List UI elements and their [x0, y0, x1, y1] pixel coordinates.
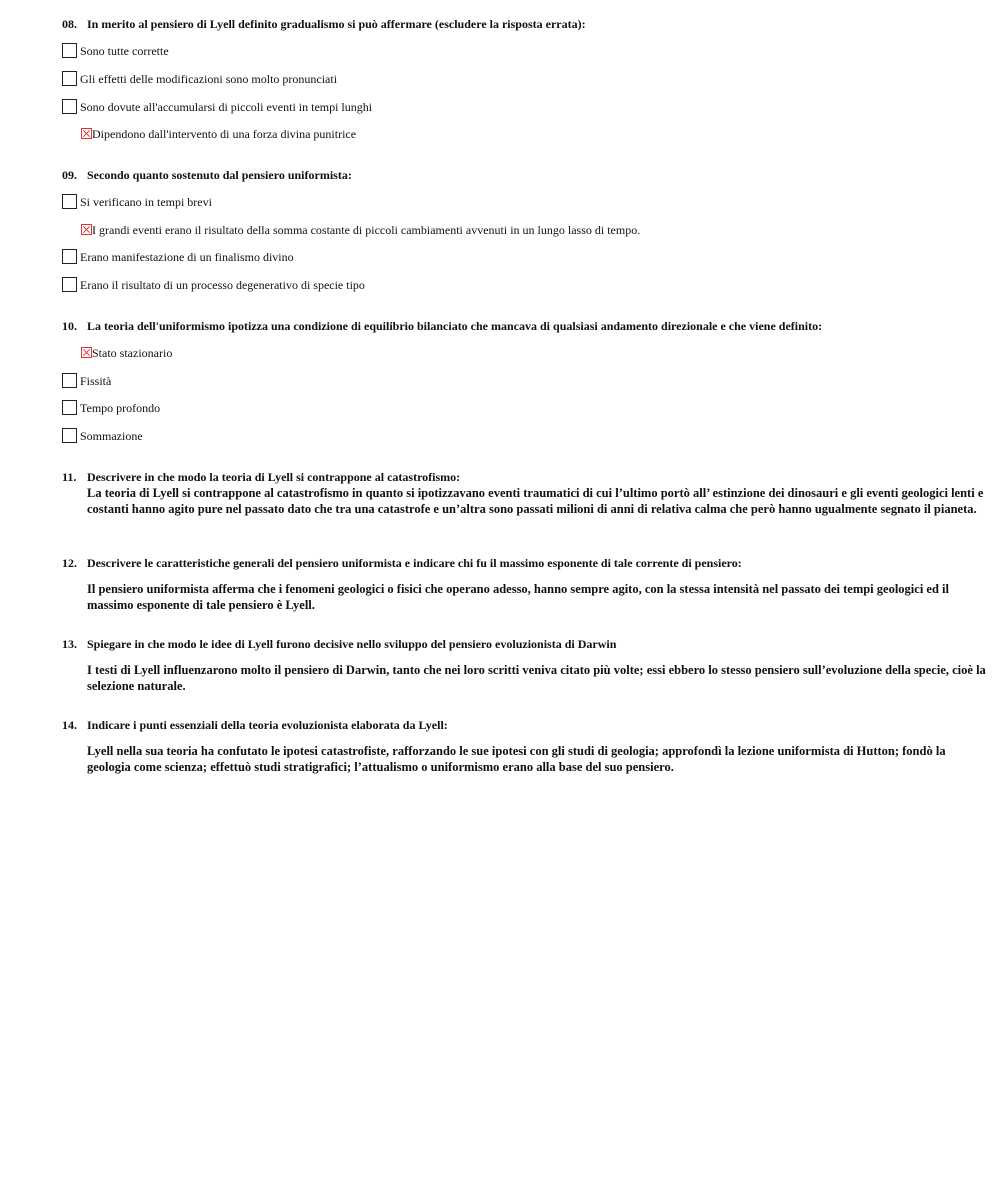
option-label: Erano manifestazione di un finalismo divino: [80, 250, 294, 264]
checkbox[interactable]: [62, 249, 77, 264]
checkbox[interactable]: [62, 71, 77, 86]
option-label: Sono dovute all'accumularsi di piccoli eventi in tempi lunghi: [80, 100, 373, 114]
question-text: Spiegare in che modo le idee di Lyell furono decisive nello sviluppo del pensiero evoluzionista di Darwin: [87, 637, 617, 651]
q13-answer: I testi di Lyell influenzarono molto il pensiero di Darwin, tanto che nei loro scritti veniva citato più volte; essi ebbero lo stesso pensiero sull’evoluzione della specie, cioè la selezione naturale.: [87, 663, 986, 693]
question-number: 12.: [62, 556, 77, 570]
q14-answer: Lyell nella sua teoria ha confutato le ipotesi catastrofiste, rafforzando le sue ipotesi con gli studi di geologia; approfondì la lezione uniformista di Hutton; fondò la geologia come scienza; effettuò studi stratigrafici; l’attualismo o uniformismo erano alla base del suo pensiero.: [87, 744, 946, 774]
checkbox[interactable]: [62, 373, 77, 388]
question-text: Descrivere le caratteristiche generali del pensiero uniformista e indicare chi fu il massimo esponente di tale corrente di pensiero:: [87, 556, 742, 570]
checkbox[interactable]: [62, 99, 77, 114]
question-11-heading: [62, 470, 460, 485]
checkbox[interactable]: [62, 194, 77, 209]
question-08-heading: [62, 17, 586, 32]
option-label: I grandi eventi erano il risultato della somma costante di piccoli cambiamenti avvenuti in un lungo lasso di tempo.: [92, 223, 641, 237]
option-label: Erano il risultato di un processo degenerativo di specie tipo: [80, 278, 365, 292]
option-label: Stato stazionario: [92, 346, 173, 360]
checkbox[interactable]: [62, 277, 77, 292]
checkbox[interactable]: [62, 428, 77, 443]
question-text: In merito al pensiero di Lyell definito gradualismo si può affermare (escludere la risposta errata):: [87, 17, 586, 31]
option-label: Sono tutte corrette: [80, 44, 169, 58]
q12-answer: Il pensiero uniformista afferma che i fenomeni geologici o fisici che operano adesso, hanno sempre agito, con la stessa intensità nel passato dei tempi geologici ed il massimo esponente di tale pensiero è Lyell.: [87, 582, 949, 612]
question-number: 10.: [62, 319, 77, 333]
option-label: Fissità: [80, 374, 112, 388]
question-12-heading: [62, 556, 742, 571]
question-09-heading: [62, 168, 352, 183]
option-label: Si verificano in tempi brevi: [80, 195, 212, 209]
option-label: Dipendono dall'intervento di una forza divina punitrice: [92, 127, 357, 141]
question-text: La teoria dell'uniformismo ipotizza una condizione di equilibrio bilanciato che mancava di qualsiasi andamento direzionale e che viene definito:: [87, 319, 823, 333]
q11-answer: La teoria di Lyell si contrappone al catastrofismo in quanto si ipotizzavano eventi traumatici di cui l’ultimo portò all’ estinzione dei dinosauri e gli eventi geologici lenti e costanti hanno agito pure nel passato dato che tra una catastrofe e un’altra sono passati milioni di anni di relativa calma che però hanno ugualmente segnato il pianeta.: [87, 486, 984, 516]
option-label: Sommazione: [80, 429, 143, 443]
question-number: 13.: [62, 637, 77, 651]
checked-x-icon[interactable]: [81, 347, 92, 358]
question-text: Indicare i punti essenziali della teoria evoluzionista elaborata da Lyell:: [87, 718, 448, 732]
question-number: 09.: [62, 168, 77, 182]
option-label: Gli effetti delle modificazioni sono molto pronunciati: [80, 72, 338, 86]
question-number: 08.: [62, 17, 77, 31]
question-number: 14.: [62, 718, 77, 732]
question-13-heading: [62, 637, 616, 652]
checked-x-icon[interactable]: [81, 224, 92, 235]
checkbox[interactable]: [62, 43, 77, 58]
question-10-heading: [62, 319, 822, 334]
checked-x-icon[interactable]: [81, 128, 92, 139]
option-label: Tempo profondo: [80, 401, 161, 415]
question-14-heading: [62, 718, 448, 733]
checkbox[interactable]: [62, 400, 77, 415]
question-number: 11.: [62, 470, 77, 484]
question-text: Secondo quanto sostenuto dal pensiero uniformista:: [87, 168, 352, 182]
question-text: Descrivere in che modo la teoria di Lyell si contrappone al catastrofismo:: [87, 470, 461, 484]
